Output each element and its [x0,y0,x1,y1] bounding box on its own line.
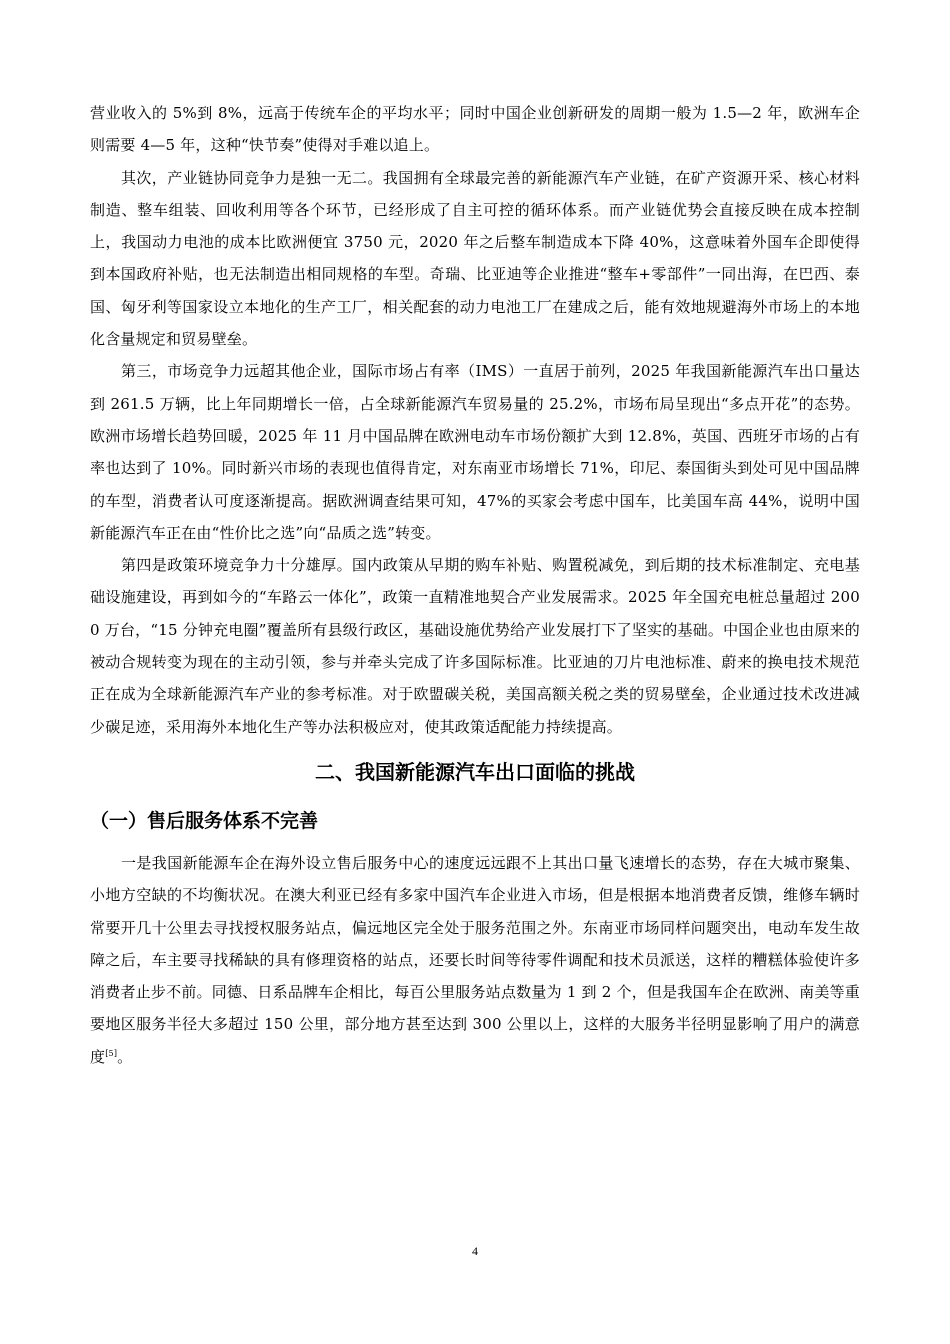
paragraph-policy-environment: 第四是政策环境竞争力十分雄厚。国内政策从早期的购车补贴、购置税减免，到后期的技术标准制定、充电基础设施建设，再到如今的“车路云一体化”，政策一直精准地契合产业发展需求。2025 年全国充电桩总量超过 2000 万台，“15 分钟充电圈”覆盖所有县级行政区，基础设施优势给产业发展打下了坚实的基础。中国企业也由原来的被动合规转变为现在的主动引领，参与并牵头完成了许多国际标准。比亚迪的刀片电池标准、蔚来的换电技术规范正在成为全球新能源汽车产业的参考标准。对于欧盟碳关税，美国高额关税之类的贸易壁垒，企业通过技术改进减少碳足迹，采用海外本地化生产等办法积极应对，使其政策适配能力持续提高。 [90,556,860,736]
paragraph-after-sales-text: 一是我国新能源车企在海外设立售后服务中心的速度远远跟不上其出口量飞速增长的态势，存在大城市聚集、小地方空缺的不均衡状况。在澳大利亚已经有多家中国汽车企业进入市场，但是根据本地消费者反馈，维修车辆时常要开几十公里去寻找授权服务站点，偏远地区完全处于服务范围之外。东南亚市场同样问题突出，电动车发生故障之后，车主要寻找稀缺的具有修理资格的站点，还要长时间等待零件调配和技术员派送，这样的糟糕体验使许多消费者止步不前。同德、日系品牌车企相比，每百公里服务站点数量为 1 到 2 个，但是我国车企在欧洲、南美等重要地区服务半径大多超过 150 公里，部分地方甚至达到 300 公里以上，这样的大服务半径明显影响了用户的满意度 [90,853,860,1066]
paragraph-after-sales-end: 。 [117,1047,133,1066]
body-text [90,97,860,1073]
page-number: 4 [472,1244,478,1258]
paragraph-market-competitiveness: 第三，市场竞争力远超其他企业，国际市场占有率（IMS）一直居于前列，2025 年我国新能源汽车出口量达到 261.5 万辆，比上年同期增长一倍，占全球新能源汽车贸易量的 25.2%，市场布局呈现出“多点开花”的态势。欧洲市场增长趋势回暖，2025 年 11 月中国品牌在欧洲电动车市场份额扩大到 12.8%，英国、西班牙市场的占有率也达到了 10%。同时新兴市场的表现也值得肯定，对东南亚市场增长 71%，印尼、泰国街头到处可见中国品牌的车型，消费者认可度逐渐提高。据欧洲调查结果可知，47%的买家会考虑中国车，比美国车高 44%，说明中国新能源汽车正在由“性价比之选”向“品质之选”转变。 [90,362,860,542]
section-heading: 二、我国新能源汽车出口面临的挑战 [315,759,635,784]
paragraph-industry-chain: 其次，产业链协同竞争力是独一无二。我国拥有全球最完善的新能源汽车产业链，在矿产资源开采、核心材料制造、整车组装、回收利用等各个环节，已经形成了自主可控的循环体系。而产业链优势会直接反映在成本控制上，我国动力电池的成本比欧洲便宜 3750 元，2020 年之后整车制造成本下降 40%，这意味着外国车企即使得到本国政府补贴，也无法制造出相同规格的车型。奇瑞、比亚迪等企业推进“整车+零部件”一同出海，在巴西、泰国、匈牙利等国家设立本地化的生产工厂，相关配套的动力电池工厂在建成之后，能有效地规避海外市场上的本地化含量规定和贸易壁垒。 [90,168,860,349]
citation-reference[interactable]: [5] [105,1048,118,1058]
paragraph-continuation: 营业收入的 5%到 8%，远高于传统车企的平均水平；同时中国企业创新研发的周期一般为 1.5—2 年，欧洲车企则需要 4—5 年，这种“快节奏”使得对手难以追上。 [90,104,860,155]
paragraph-after-sales [90,847,860,1073]
subsection-heading: （一）售后服务体系不完善 [90,809,319,832]
